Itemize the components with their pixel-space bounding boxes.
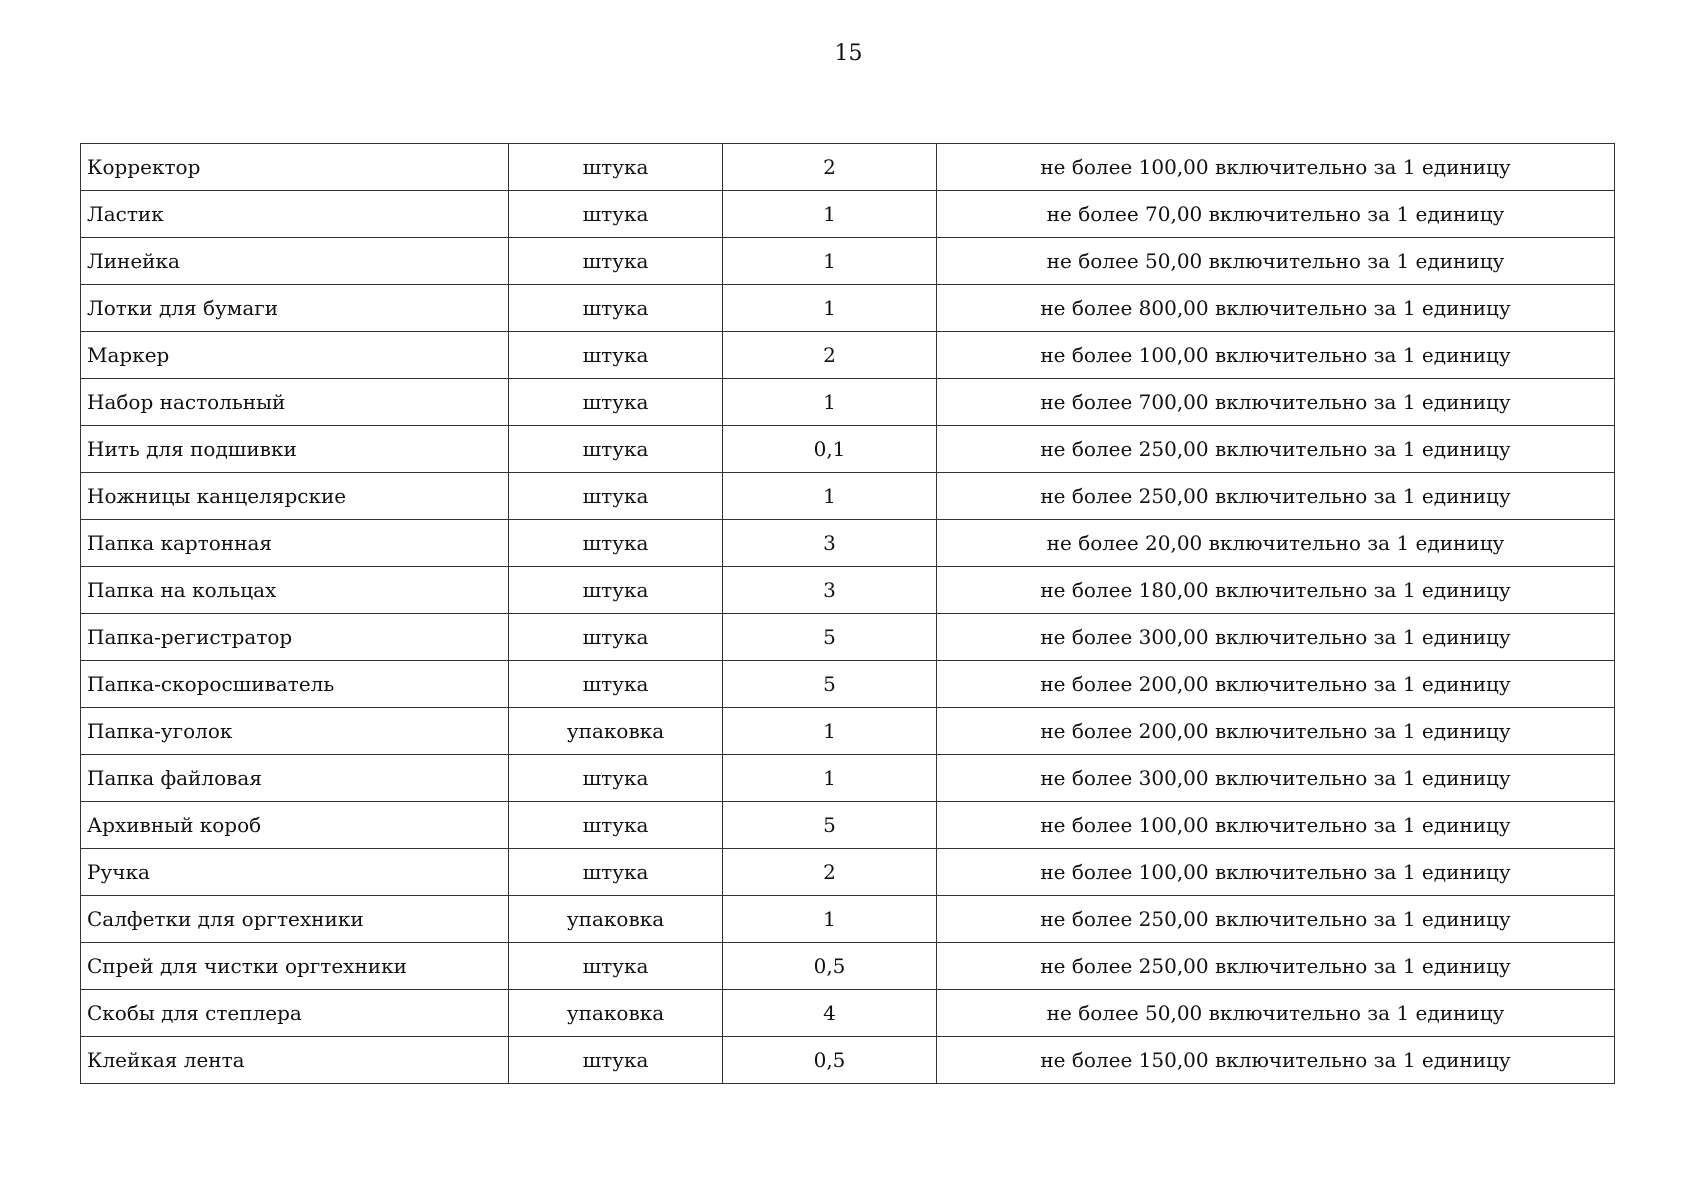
unit-cell: штука — [509, 567, 723, 614]
item-name-cell: Папка-скоросшиватель — [81, 661, 509, 708]
price-limit-cell: не более 250,00 включительно за 1 единицу — [937, 426, 1615, 473]
quantity-cell: 2 — [723, 332, 937, 379]
price-limit-cell: не более 300,00 включительно за 1 единицу — [937, 755, 1615, 802]
price-limit-cell: не более 300,00 включительно за 1 единицу — [937, 614, 1615, 661]
table-row — [81, 567, 1615, 614]
item-name-cell: Нить для подшивки — [81, 426, 509, 473]
quantity-cell: 2 — [723, 849, 937, 896]
table-row — [81, 426, 1615, 473]
unit-cell: упаковка — [509, 990, 723, 1037]
unit-cell: штука — [509, 426, 723, 473]
item-name-cell: Папка-уголок — [81, 708, 509, 755]
table-row — [81, 191, 1615, 238]
quantity-cell: 3 — [723, 520, 937, 567]
quantity-cell: 1 — [723, 238, 937, 285]
unit-cell: упаковка — [509, 896, 723, 943]
quantity-cell: 1 — [723, 708, 937, 755]
table-row — [81, 332, 1615, 379]
table-row — [81, 285, 1615, 332]
unit-cell: штука — [509, 802, 723, 849]
price-limit-cell: не более 250,00 включительно за 1 единицу — [937, 943, 1615, 990]
table-row — [81, 661, 1615, 708]
price-limit-cell: не более 50,00 включительно за 1 единицу — [937, 238, 1615, 285]
quantity-cell: 1 — [723, 379, 937, 426]
price-limit-cell: не более 100,00 включительно за 1 единицу — [937, 144, 1615, 191]
unit-cell: штука — [509, 520, 723, 567]
price-limit-cell: не более 20,00 включительно за 1 единицу — [937, 520, 1615, 567]
table-row — [81, 849, 1615, 896]
unit-cell: штука — [509, 1037, 723, 1084]
quantity-cell: 4 — [723, 990, 937, 1037]
item-name-cell: Линейка — [81, 238, 509, 285]
item-name-cell: Папка-регистратор — [81, 614, 509, 661]
table-row — [81, 144, 1615, 191]
table-row — [81, 473, 1615, 520]
supplies-table-body — [81, 144, 1615, 1084]
item-name-cell: Ножницы канцелярские — [81, 473, 509, 520]
unit-cell: упаковка — [509, 708, 723, 755]
table-row — [81, 708, 1615, 755]
item-name-cell: Архивный короб — [81, 802, 509, 849]
price-limit-cell: не более 100,00 включительно за 1 единицу — [937, 802, 1615, 849]
quantity-cell: 0,5 — [723, 943, 937, 990]
item-name-cell: Корректор — [81, 144, 509, 191]
page-number: 15 — [834, 41, 863, 66]
unit-cell: штука — [509, 473, 723, 520]
item-name-cell: Клейкая лента — [81, 1037, 509, 1084]
item-name-cell: Папка на кольцах — [81, 567, 509, 614]
quantity-cell: 5 — [723, 661, 937, 708]
quantity-cell: 1 — [723, 896, 937, 943]
price-limit-cell: не более 150,00 включительно за 1 единицу — [937, 1037, 1615, 1084]
price-limit-cell: не более 50,00 включительно за 1 единицу — [937, 990, 1615, 1037]
quantity-cell: 1 — [723, 755, 937, 802]
price-limit-cell: не более 180,00 включительно за 1 единицу — [937, 567, 1615, 614]
price-limit-cell: не более 200,00 включительно за 1 единицу — [937, 708, 1615, 755]
item-name-cell: Ручка — [81, 849, 509, 896]
item-name-cell: Маркер — [81, 332, 509, 379]
quantity-cell: 3 — [723, 567, 937, 614]
item-name-cell: Салфетки для оргтехники — [81, 896, 509, 943]
item-name-cell: Скобы для степлера — [81, 990, 509, 1037]
table-row — [81, 379, 1615, 426]
unit-cell: штука — [509, 332, 723, 379]
table-row — [81, 990, 1615, 1037]
unit-cell: штука — [509, 849, 723, 896]
quantity-cell: 1 — [723, 285, 937, 332]
table-row — [81, 896, 1615, 943]
price-limit-cell: не более 100,00 включительно за 1 единицу — [937, 849, 1615, 896]
quantity-cell: 0,5 — [723, 1037, 937, 1084]
unit-cell: штука — [509, 285, 723, 332]
item-name-cell: Спрей для чистки оргтехники — [81, 943, 509, 990]
item-name-cell: Папка картонная — [81, 520, 509, 567]
unit-cell: штука — [509, 144, 723, 191]
item-name-cell: Папка файловая — [81, 755, 509, 802]
price-limit-cell: не более 250,00 включительно за 1 единицу — [937, 473, 1615, 520]
price-limit-cell: не более 200,00 включительно за 1 единицу — [937, 661, 1615, 708]
item-name-cell: Набор настольный — [81, 379, 509, 426]
unit-cell: штука — [509, 238, 723, 285]
quantity-cell: 5 — [723, 614, 937, 661]
quantity-cell: 5 — [723, 802, 937, 849]
price-limit-cell: не более 250,00 включительно за 1 единицу — [937, 896, 1615, 943]
table-row — [81, 1037, 1615, 1084]
price-limit-cell: не более 800,00 включительно за 1 единицу — [937, 285, 1615, 332]
price-limit-cell: не более 700,00 включительно за 1 единицу — [937, 379, 1615, 426]
table-row — [81, 614, 1615, 661]
item-name-cell: Лотки для бумаги — [81, 285, 509, 332]
table-row — [81, 520, 1615, 567]
price-limit-cell: не более 70,00 включительно за 1 единицу — [937, 191, 1615, 238]
table-row — [81, 802, 1615, 849]
unit-cell: штука — [509, 379, 723, 426]
quantity-cell: 0,1 — [723, 426, 937, 473]
quantity-cell: 1 — [723, 473, 937, 520]
unit-cell: штука — [509, 191, 723, 238]
unit-cell: штука — [509, 943, 723, 990]
unit-cell: штука — [509, 614, 723, 661]
table-row — [81, 238, 1615, 285]
price-limit-cell: не более 100,00 включительно за 1 единицу — [937, 332, 1615, 379]
item-name-cell: Ластик — [81, 191, 509, 238]
table-row — [81, 943, 1615, 990]
quantity-cell: 2 — [723, 144, 937, 191]
quantity-cell: 1 — [723, 191, 937, 238]
supplies-table — [80, 143, 1615, 1084]
unit-cell: штука — [509, 755, 723, 802]
table-row — [81, 755, 1615, 802]
unit-cell: штука — [509, 661, 723, 708]
